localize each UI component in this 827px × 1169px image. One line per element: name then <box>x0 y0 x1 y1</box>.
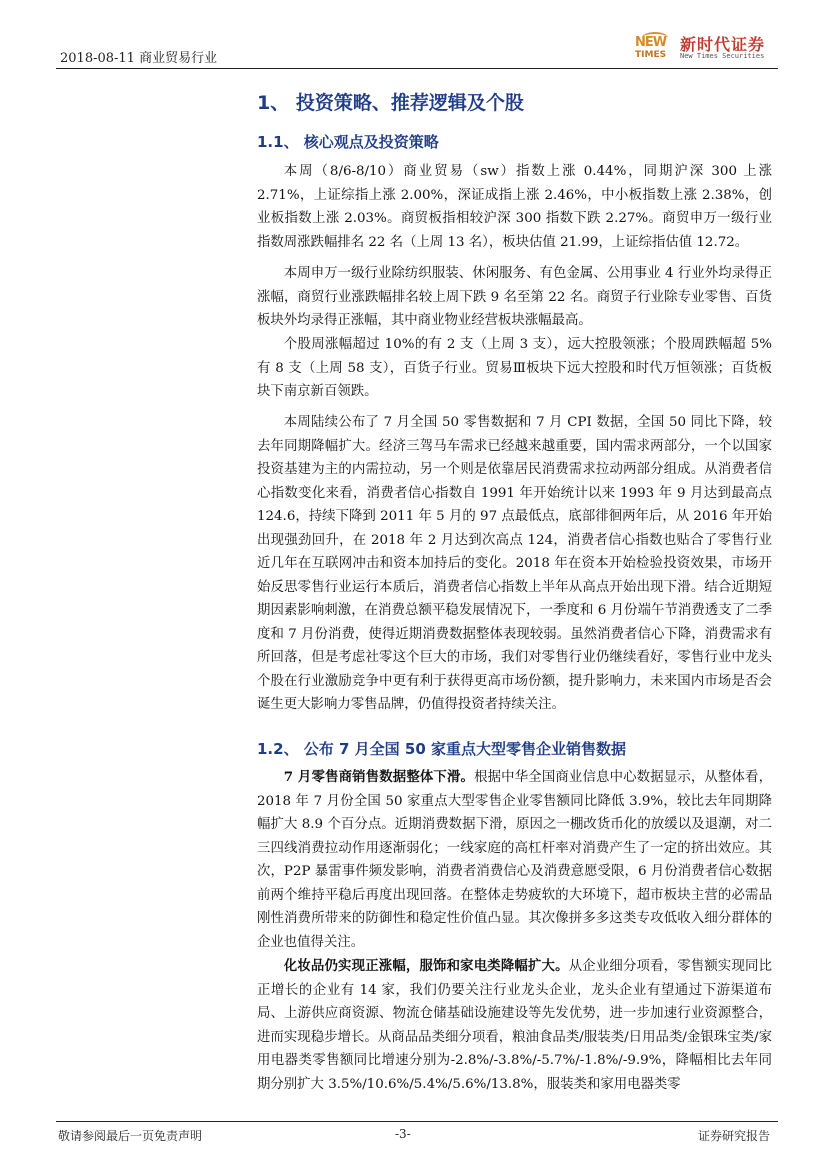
page-number: -3- <box>395 1127 411 1141</box>
paragraph-category-breakdown <box>257 955 772 1096</box>
paragraph-category-lead: 化妆品仍实现正涨幅，服饰和家电类降幅扩大。 <box>283 958 569 974</box>
logo-mark-icon: NEW TIMES <box>632 32 676 64</box>
subsection-title-1-1: 1.1、 核心观点及投资策略 <box>257 133 439 151</box>
subsection-title-1-2: 1.2、 公布 7 月全国 50 家重点大型零售企业销售数据 <box>257 740 626 758</box>
logo-name-en: New Times Securities <box>680 52 765 60</box>
footer-disclaimer-note: 敬请参阅最后一页免责声明 <box>58 1129 203 1143</box>
paragraph-industry-ranking: 本周申万一级行业除纺织服装、休闲服务、有色金属、公用事业 4 行业外均录得正涨幅，商贸行业涨跌幅排名较上周下跌 9 名至第 22 名。商贸子行业除专业零售、百货板块外均录得正涨幅，其中商业物业经营板块涨幅最高。 <box>257 266 772 328</box>
paragraph-category-body: 从企业细分项看，零售额实现同比正增长的企业有 14 家，我们仍要关注行业龙头企业，龙头企业有望通过下游渠道布局、上游供应商资源、物流仓储基础设施建设等先发优势，进一步加速行业资源整合，进而实现稳步增长。从商品品类细分项看，粮油食品类/服装类/日用品类/金银珠宝类/家用电器类零售额同比增速分别为-2.8%/-3.8%/-5.7%/-1.8%/-9.9%，降幅相比去年同期分别扩大 3.5%/10.6%/5.4%/5.6%/13.8%，服装类和家用电器类零 <box>257 959 773 1092</box>
paragraph-consumer-confidence: 本周陆续公布了 7 月全国 50 零售数据和 7 月 CPI 数据，全国 50 同比下降，较去年同期降幅扩大。经济三驾马车需求已经越来越重要，国内需求两部分，一个以国家投资基建为主的内需拉动，另一个则是依靠居民消费需求拉动两部分组成。从消费者信心指数变化来看，消费者信心指数自 1991 年开始统计以来 1993 年 9 月达到最高点 124.6，持续下降到 2011 年 5 月的 97 点最低点，底部徘徊两年后，从 2016 年开始出现强劲回升，在 2018 年 2 月达到次高点 124，消费者信心指数也贴合了零售行业近几年在互联网冲击和资本加持后的变化。2018 年在资本开始检验投资效果，市场开始反思零售行业运行本质后，消费者信心指数上半年从高点开始出现下滑。结合近期短期因素影响刺激，在消费总额平稳发展情况下，一季度和 6 月份端午节消费透支了二季度和 7 月份消费，使得近期消费数据整体表现较弱。虽然消费者信心下降，消费需求有所回落，但是考虑社零这个巨大的市场，我们对零售行业仍继续看好，零售行业中龙头个股在行业激励竞争中更有利于获得更高市场份额，提升影响力，未来国内市场是否会诞生更大影响力零售品牌，仍值得投资者持续关注。 <box>257 415 772 712</box>
paragraph-july-sales <box>257 766 772 954</box>
logo-name-cn: 新时代证券 <box>680 35 766 54</box>
header-date-industry: 2018-08-11 商业贸易行业 <box>60 51 218 66</box>
footer-divider <box>56 1121 778 1122</box>
paragraph-index-performance: 本周（8/6-8/10）商业贸易（sw）指数上涨 0.44%，同期沪深 300 上涨 2.71%，上证综指上涨 2.00%，深证成指上涨 2.46%，中小板指数上涨 2.38%，创业板指数上涨 2.03%。商贸板指相较沪深 300 指数下跌 2.27%。商贸申万一级行业指数周涨跌幅排名 22 名（上周 13 名），板块估值 21.99，上证综指估值 12.72。 <box>257 164 772 250</box>
section-title: 1、 投资策略、推荐逻辑及个股 <box>257 92 524 114</box>
header-divider <box>56 68 778 69</box>
company-logo <box>632 30 792 66</box>
paragraph-stock-movers: 个股周涨幅超过 10%的有 2 支（上周 3 支），远大控股领涨；个股周跌幅超 5%有 8 支（上周 58 支），百货子行业。贸易Ⅲ板块下远大控股和时代万恒领涨；百货板块下南京新百领跌。 <box>257 337 772 399</box>
paragraph-july-sales-lead: 7 月零售商销售数据整体下滑。 <box>283 769 475 785</box>
page-header <box>0 0 827 75</box>
paragraph-july-sales-body: 根据中华全国商业信息中心数据显示，从整体看，2018 年 7 月份全国 50 家重点大型零售企业零售额同比降低 3.9%，较比去年同期降幅扩大 8.9 个百分点。近期消费数据下滑，原因之一棚改货币化的放缓以及退潮，对二三四线消费拉动作用逐渐弱化；一线家庭的高杠杆率对消费产生了一定的挤出效应。其次，P2P 暴雷事件频发影响，消费者消费信心及消费意愿受限，6 月份消费者信心数据前两个维持平稳后再度出现回落。在整体走势疲软的大环境下，超市板块主营的必需品刚性消费所带来的防御性和稳定性价值凸显。其次像拼多多这类专攻低收入细分群体的企业也值得关注。 <box>257 770 772 950</box>
footer-report-type: 证券研究报告 <box>698 1129 771 1143</box>
